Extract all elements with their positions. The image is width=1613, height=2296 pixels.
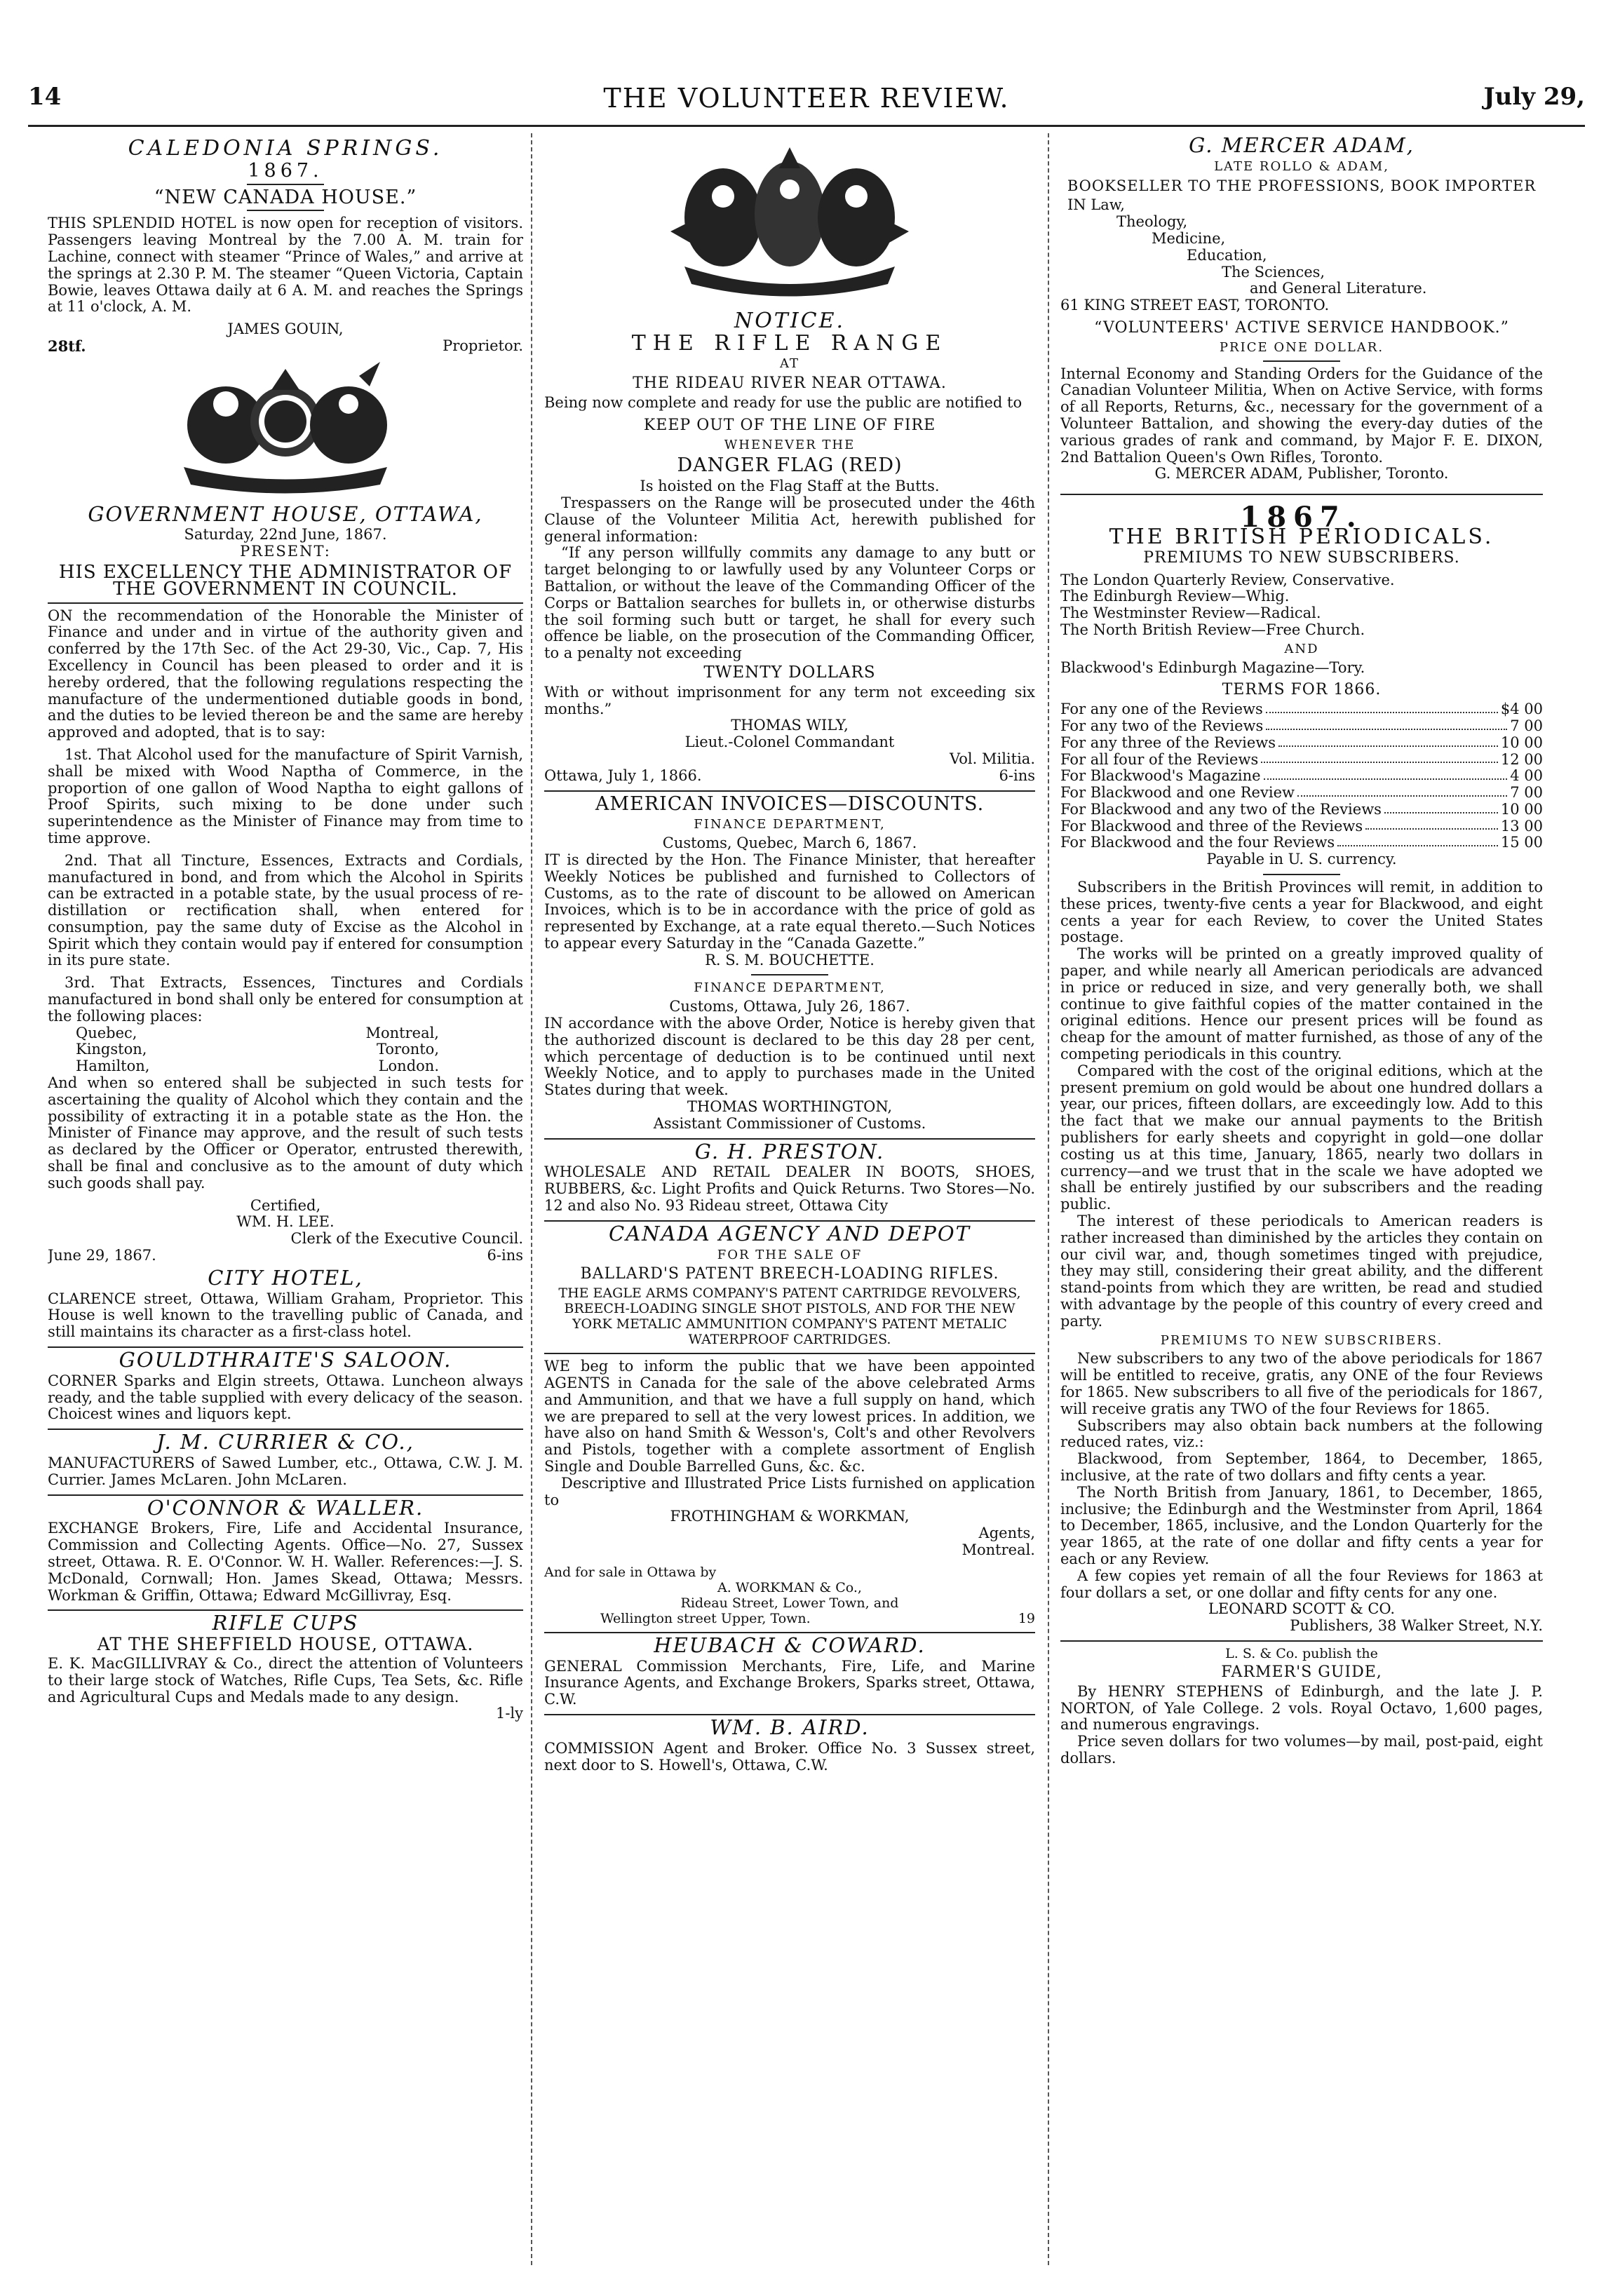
notice-heading: THE RIFLE RANGE (631, 330, 948, 356)
royal-arms-emblem (48, 362, 523, 499)
british-terms: TERMS FOR 1866. (1222, 681, 1382, 699)
british-signer: LEONARD SCOTT & CO. (1208, 1600, 1396, 1618)
invoices-dateline: Customs, Quebec, March 6, 1867. (662, 835, 917, 852)
invoices-signer2-role: Assistant Commissioner of Customs. (653, 1114, 926, 1132)
rule (544, 1353, 1035, 1354)
govhouse-p5: And when so entered shall be subjected in such tests for ascertaining the quality of Alcohol which they contain and the possibility of extracting it in a potable state as the Hon. the Minister of Finance may approve, and the result of such tests as declared by the Officer or Operator, entrusted therewith, shall be final and conclusive as to the amount of duty which such goods shall pay. (48, 1074, 523, 1191)
saloon-body: CORNER Sparks and Elgin streets, Ottawa. Luncheon always ready, and the table supplied with every delicacy of the season. Choicest wines and liquors kept. (48, 1372, 523, 1423)
invoices-dateline2: Customs, Ottawa, July 26, 1867. (669, 998, 910, 1015)
places-row (48, 1041, 523, 1058)
price-value: 13 00 (1500, 817, 1543, 835)
british-p5: New subscribers to any two of the above periodicals for 1867 will be entitled to receive, gratis, any ONE of the four Reviews for 1865. New subscribers to all five of the periodicals for 1867, will receive gratis any TWO of the four Reviews for 1865. (1060, 1350, 1543, 1417)
british-guide: FARMER'S GUIDE, (1221, 1663, 1382, 1681)
adam-handbook: “VOLUNTEERS' ACTIVE SERVICE HANDBOOK.” (1094, 318, 1509, 337)
invoices-signer: R. S. M. BOUCHETTE. (705, 951, 875, 968)
currier-title: J. M. CURRIER & CO., (156, 1430, 414, 1454)
british-signer-role: Publishers, 38 Walker Street, N.Y. (1290, 1617, 1543, 1635)
british-review: The North British Review—Free Church. (1060, 621, 1365, 638)
preston-title: G. H. PRESTON. (694, 1139, 885, 1163)
price-leader (1266, 701, 1498, 713)
rule (1263, 874, 1340, 875)
agency-ref: 19 (1018, 1610, 1035, 1626)
govhouse-ref: 6-ins (487, 1247, 523, 1264)
aird-title: WM. B. AIRD. (710, 1715, 870, 1739)
adam-subject: Theology, (1116, 213, 1188, 231)
rule (1263, 360, 1340, 362)
price-label: For any one of the Reviews (1060, 701, 1263, 718)
caledonia-hotel-name: “NEW CANADA HOUSE.” (154, 186, 417, 208)
notice-title: NOTICE. (734, 308, 846, 333)
caledonia-year: 1867. (248, 159, 323, 182)
british-p9: A few copies yet remain of all the four Reviews for 1863 at four dollars a set, or one dollar and fifty cents for any one. (1060, 1567, 1543, 1601)
agency-body: WE beg to inform the public that we have been appointed AGENTS in Canada for the sale of the above celebrated Arms and Ammunition, and that we have a full supply on hand, which we are prepared to sell at the very lowest prices. In addition, we have also on hand Smith & Wesson's, Colt's and other Revolvers and Pistols, together with a complete assortment of English Single and Double Barrelled Guns, &c. &c. (544, 1358, 1035, 1475)
caledonia-signature: JAMES GOUIN, (227, 320, 344, 338)
aird-body: COMMISSION Agent and Broker. Office No. 3 Sussex street, next door to S. Howell's, Ottawa, C.W. (544, 1739, 1035, 1774)
price-label: For Blackwood and any two of the Reviews (1060, 800, 1382, 818)
agency-signer-city: Montreal. (961, 1541, 1035, 1558)
price-row (1060, 718, 1543, 735)
price-row (1060, 768, 1543, 785)
govhouse-signer: WM. H. LEE. (236, 1213, 335, 1231)
notice-p4: “If any person willfully commits any damage to any butt or target belonging to or lawfully used by any Volunteer Corps or Battalion, or without the leave of the Commanding Officer of the Corps or Battalion searches for bullets in, or otherwise disturbs the soil forming such butt or target, he shall for every such offence be liable, on the prosecution of the Commanding Officer, to a penalty not exceeding (544, 544, 1035, 662)
notice-signer: THOMAS WILY, (731, 717, 849, 734)
rule (751, 974, 828, 975)
agency-seller1: A. WORKMAN & Co., (717, 1579, 862, 1595)
price-leader (1264, 768, 1508, 780)
british-p11: Price seven dollars for two volumes—by mail, post-paid, eight dollars. (1060, 1733, 1543, 1767)
invoices-dept2: FINANCE DEPARTMENT, (694, 980, 886, 996)
caledonia-role: Proprietor. (443, 337, 523, 354)
masthead (28, 83, 1585, 125)
british-publish: L. S. & Co. publish the (1225, 1645, 1378, 1661)
rule (48, 602, 523, 604)
heubach-title: HEUBACH & COWARD. (654, 1633, 926, 1657)
rule (247, 210, 324, 211)
notice-warn2: WHENEVER THE (724, 437, 856, 452)
place: Montreal, (365, 1024, 439, 1041)
british-title: THE BRITISH PERIODICALS. (1109, 524, 1494, 549)
currier-body: MANUFACTURERS of Sawed Lumber, etc., Ottawa, C.W. J. M. Currier. James McLaren. John McLaren. (48, 1454, 523, 1488)
agency-title: CANADA AGENCY AND DEPOT (609, 1221, 971, 1245)
agency-product2: THE EAGLE ARMS COMPANY'S PATENT CARTRIDGE REVOLVERS, BREECH-LOADING SINGLE SHOT PISTOLS, AND FOR THE NEW YORK METALIC AMMUNITION COMPANY'S PATENT METALIC WATERPROOF CARTRIDGES. (558, 1285, 1021, 1348)
price-value: 10 00 (1500, 734, 1543, 751)
caledonia-ref: 28tf. (48, 337, 86, 355)
adam-signer: G. MERCER ADAM, Publisher, Toronto. (1154, 465, 1449, 482)
price-leader (1337, 835, 1498, 846)
caledonia-body: THIS SPLENDID HOTEL is now open for reception of visitors. Passengers leaving Montreal by the 7.00 A. M. train for Lachine, connect with steamer “Prince of Wales,” and arrive at the springs at 2.30 P. M. The steamer “Queen Victoria, Captain Bowie, leaves Ottawa daily at 6 A. M. and reaches the Springs at 11 o'clock, A. M. (48, 215, 523, 316)
notice-ref: 6-ins (999, 767, 1035, 784)
notice-at: AT (779, 356, 800, 372)
notice-signer-role: Lieut.-Colonel Commandant (684, 734, 895, 751)
invoices-dept: FINANCE DEPARTMENT, (694, 817, 886, 832)
column-divider-1 (531, 133, 532, 2265)
place: Quebec, (76, 1024, 137, 1041)
notice-p1: Being now complete and ready for use the public are notified to (544, 393, 1023, 411)
adam-body: Internal Economy and Standing Orders for the Guidance of the Canadian Volunteer Militia, When on Active Service, with forms of all Reports, Returns, &c., necessary for the government of a Volunteer Battalion, and showing the every-day duties of the various grades of rank and command, by Major F. E. DIXON, 2nd Battalion Queen's Own Rifles, Toronto. (1060, 365, 1543, 466)
riflecups-body: E. K. MacGILLIVRAY & Co., direct the attention of Volunteers to their large stock of Watches, Rifle Cups, Tea Sets, &c. Rifle and Agricultural Cups and Medals made to any design. (48, 1654, 523, 1706)
british-and: AND (1284, 641, 1319, 656)
british-p4: The interest of these periodicals to American readers is rather increased than diminished by the articles they contain on our civil war, and, though sometimes tinged with prejudice, they may still, considering their great ability, and the different stand-points from which they are written, be read and studied with advantage by the people of this country of every creed and party. (1060, 1213, 1543, 1330)
british-p3: Compared with the cost of the original editions, which at the present premium on gold would be about one hundred dollars a year, our prices, fifteen dollars, are exceedingly low. Add to this the fact that we make our annual payments to the British publishers for early sheets and copyright in gold—one dollar costing us at this time, January, 1865, nearly two dollars in currency—and we trust that in the scale we have adopted we shall be entirely justified by our subscribers and the reading public. (1060, 1062, 1543, 1213)
oconnor-title: O'CONNOR & WALLER. (147, 1495, 424, 1520)
notice-p2: Is hoisted on the Flag Staff at the Butts. (640, 478, 940, 495)
newspaper-title: THE VOLUNTEER REVIEW. (603, 83, 1010, 114)
price-label: For Blackwood and one Review (1060, 784, 1295, 802)
british-premiums2: PREMIUMS TO NEW SUBSCRIBERS. (1160, 1332, 1443, 1348)
oconnor-body: EXCHANGE Brokers, Fire, Life and Accidental Insurance, Commission and Collecting Agents. Office—No. 27, Sussex street, Ottawa. R. E. O'Connor. W. H. Waller. References:—J. S. McDonald, Cornwall; Hon. James Skead, Ottawa; Messrs. Workman & Griffin, Ottawa; Edward McGillivray, Esq. (48, 1520, 523, 1604)
price-row (1060, 835, 1543, 851)
invoices-title: AMERICAN INVOICES—DISCOUNTS. (595, 792, 985, 815)
adam-sub2: BOOKSELLER TO THE PROFESSIONS, BOOK IMPORTER (1067, 177, 1537, 194)
price-value: 15 00 (1500, 834, 1543, 851)
place: Hamilton, (76, 1058, 150, 1075)
place: Kingston, (76, 1041, 147, 1058)
price-row (1060, 785, 1543, 802)
agency-seller3: Wellington street Upper, Town. (600, 1610, 811, 1626)
place: London. (378, 1058, 439, 1075)
column-2 (544, 133, 1035, 2272)
price-leader (1261, 752, 1498, 764)
price-value: 7 00 (1510, 717, 1543, 734)
govhouse-certified: Certified, (250, 1196, 321, 1214)
govhouse-date-footer: June 29, 1867. (48, 1247, 156, 1264)
heubach-body: GENERAL Commission Merchants, Fire, Life, and Marine Insurance Agents, and Exchange Brokers, Sparks street, Ottawa, C.W. (544, 1657, 1035, 1708)
invoices-body2: IN accordance with the above Order, Notice is hereby given that the authorized discount is declared to be this day 28 per cent, which percentage of deduction is to be continued until next Weekly Notice, and to apply to purchases made in the United States during that week. (544, 1015, 1035, 1099)
price-row (1060, 802, 1543, 818)
caledonia-title: CALEDONIA SPRINGS. (128, 136, 443, 161)
agency-body2: Descriptive and Illustrated Price Lists furnished on application to (544, 1474, 1035, 1508)
govhouse-date: Saturday, 22nd June, 1867. (184, 526, 387, 543)
price-row (1060, 818, 1543, 835)
adam-subject: Education, (1187, 246, 1267, 264)
notice-penalty: TWENTY DOLLARS (703, 663, 876, 682)
adam-title: G. MERCER ADAM, (1189, 133, 1415, 157)
agency-signer: FROTHINGHAM & WORKMAN, (670, 1508, 910, 1525)
places-row (48, 1058, 523, 1075)
cityhotel-title: CITY HOTEL, (208, 1265, 363, 1290)
places-row (48, 1025, 523, 1042)
british-review: The London Quarterly Review, Conservative. (1060, 571, 1395, 588)
british-p8: The North British from January, 1861, to December, 1865, inclusive; the Edinburgh and the Westminster from April, 1864 to December, 1865, inclusive, and the London Quarterly for the year 1865, at the rate of one dollar and fifty cents a year for each or any Review. (1060, 1483, 1543, 1567)
adam-sub: LATE ROLLO & ADAM, (1214, 158, 1389, 174)
notice-warn1: KEEP OUT OF THE LINE OF FIRE (643, 416, 936, 434)
notice-location: THE RIDEAU RIVER NEAR OTTAWA. (633, 374, 947, 393)
place: Toronto, (377, 1041, 439, 1058)
column-1 (48, 133, 523, 2272)
preston-body: WHOLESALE AND RETAIL DEALER IN BOOTS, SHOES, RUBBERS, &c. Light Profits and Quick Returns. Two Stores—No. 12 and also No. 93 Rideau street, Ottawa City (544, 1163, 1035, 1215)
notice-p5: With or without imprisonment for any term not exceeding six months.” (544, 683, 1035, 717)
invoices-body: IT is directed by the Hon. The Finance Minister, that hereafter Weekly Notices be published and furnished to Collectors of Customs, as to the rate of discount to be allowed on American Invoices, which is to be in accordance with the price of gold as represented by Exchange, at a rate equal thereto.—Such Notices to appear every Saturday in the “Canada Gazette.” (544, 851, 1035, 952)
price-leader (1278, 735, 1498, 747)
price-leader (1297, 785, 1507, 797)
rule (247, 184, 324, 185)
price-value: 10 00 (1500, 800, 1543, 818)
govhouse-p4: 3rd. That Extracts, Essences, Tinctures and Cordials manufactured in bond shall only be entered for consumption at the following places: (48, 974, 523, 1025)
saloon-title: GOULDTHRAITE'S SALOON. (119, 1348, 452, 1372)
adam-subject: and General Literature. (1250, 280, 1427, 297)
adam-price: PRICE ONE DOLLAR. (1219, 339, 1384, 355)
price-label: For all four of the Reviews (1060, 750, 1259, 768)
govhouse-title: GOVERNMENT HOUSE, OTTAWA, (88, 501, 483, 526)
british-p10: By HENRY STEPHENS of Edinburgh, and the late J. P. NORTON, of Yale College. 2 vols. Royal Octavo, 1,600 pages, and numerous engravings. (1060, 1682, 1543, 1734)
govhouse-p1: ON the recommendation of the Honorable the Minister of Finance and under and in virtue of the authority given and conferred by the 17th Sec. of the Act 29-30, Vic., Cap. 7, His Excellency in Council has been pleased to order and it is hereby ordered, that the following regulations respecting the manufacture of the undermentioned dutiable goods in bond, and the duties to be levied thereon be and the same are hereby approved and adopted, that is to say: (48, 607, 523, 741)
govhouse-signer-role: Clerk of the Executive Council. (290, 1230, 523, 1248)
british-review: The Westminster Review—Radical. (1060, 605, 1321, 622)
adam-address: 61 KING STREET EAST, TORONTO. (1060, 297, 1330, 314)
riflecups-sub: AT THE SHEFFIELD HOUSE, OTTAWA. (97, 1634, 474, 1655)
british-blackwood: Blackwood's Edinburgh Magazine—Tory. (1060, 659, 1365, 676)
price-leader (1365, 818, 1498, 830)
british-year: 1867. (1240, 501, 1363, 534)
price-value: 12 00 (1500, 750, 1543, 768)
page-number: 14 (28, 83, 62, 111)
notice-signer-role2: Vol. Militia. (950, 750, 1035, 767)
agency-product: BALLARD'S PATENT BREECH-LOADING RIFLES. (580, 1265, 999, 1283)
price-value: $4 00 (1500, 701, 1543, 718)
column-divider-2 (1048, 133, 1049, 2265)
price-row (1060, 701, 1543, 718)
agency-seller2: Rideau Street, Lower Town, and (680, 1595, 899, 1611)
price-list (1060, 701, 1543, 851)
notice-p3: Trespassers on the Range will be prosecuted under the 46th Clause of the Volunteer Militia Act, herewith published for general information: (544, 494, 1035, 545)
price-leader (1384, 802, 1498, 813)
agency-sale: FOR THE SALE OF (717, 1247, 863, 1262)
rule (544, 790, 1035, 792)
british-p2: The works will be printed on a greatly improved quality of paper, and while nearly all American periodicals are advanced in price or reduced in size, and very generally both, we shall continue to give faithful copies of the matter contained in the original editions. Hence our present prices will be found as cheap for the amount of matter furnished, as those of any of the competing periodicals in this country. (1060, 945, 1543, 1063)
british-payable: Payable in U. S. currency. (1206, 851, 1397, 868)
price-label: For Blackwood's Magazine (1060, 767, 1261, 785)
price-row (1060, 735, 1543, 752)
govhouse-heading: HIS EXCELLENCY THE ADMINISTRATOR OF THE GOVERNMENT IN COUNCIL. (58, 561, 513, 600)
rule (1060, 1640, 1543, 1642)
riflecups-ref: 1-ly (495, 1705, 523, 1722)
adam-subject: IN Law, (1067, 196, 1125, 214)
rule (1060, 494, 1543, 495)
price-leader (1266, 718, 1507, 730)
british-p1: Subscribers in the British Provinces will remit, in addition to these prices, twenty-five cents a year for Blackwood, and eight cents a year for each Review, to cover the United States postage. (1060, 879, 1543, 946)
agency-signer-role: Agents, (978, 1525, 1035, 1542)
price-label: For Blackwood and three of the Reviews (1060, 817, 1363, 835)
notice-warn3: DANGER FLAG (RED) (677, 454, 903, 477)
price-row (1060, 752, 1543, 769)
adam-subject: Medicine, (1152, 229, 1226, 247)
adam-subject: The Sciences, (1222, 263, 1325, 281)
price-label: For any three of the Reviews (1060, 734, 1276, 751)
price-value: 4 00 (1510, 767, 1543, 785)
govhouse-present: PRESENT: (240, 543, 331, 560)
cityhotel-body: CLARENCE street, Ottawa, William Graham, Proprietor. This House is well known to the travelling public of Canada, and still maintains its character as a first-class hotel. (48, 1290, 523, 1341)
govhouse-p3: 2nd. That all Tincture, Essences, Extracts and Cordials, manufactured in bond, and from which the Alcohol in Spirits can be extracted in a potable state, by the usual process of re-distillation or rectification shall, when entered for consumption, pay the same duty of Excise as the Alcohol in Spirit which they contain would pay if entered for consumption in its pure state. (48, 851, 523, 969)
british-premiums: PREMIUMS TO NEW SUBSCRIBERS. (1143, 548, 1460, 567)
notice-date: Ottawa, July 1, 1866. (544, 767, 702, 784)
govhouse-p2: 1st. That Alcohol used for the manufacture of Spirit Varnish, shall be mixed with Wood Naptha of Commerce, in the proportion of one gallon of Wood Naptha to eight gallons of Proof Spirits, such mixing to be done under such superintendence as the Minister of Finance may from time to time approve. (48, 745, 523, 846)
riflecups-title: RIFLE CUPS (212, 1611, 359, 1635)
british-p6: Subscribers may also obtain back numbers at the following reduced rates, viz.: (1060, 1417, 1543, 1451)
eagle-emblem (544, 140, 1035, 306)
masthead-rule (28, 125, 1585, 127)
column-3 (1060, 133, 1543, 2272)
price-label: For Blackwood and the four Reviews (1060, 834, 1335, 851)
price-value: 7 00 (1510, 784, 1543, 802)
british-review: The Edinburgh Review—Whig. (1060, 588, 1290, 605)
agency-body3: And for sale in Ottawa by (544, 1564, 717, 1580)
invoices-signer2: THOMAS WORTHINGTON, (687, 1098, 893, 1116)
british-p7: Blackwood, from September, 1864, to December, 1865, inclusive, at the rate of two dollars and fifty cents a year. (1060, 1450, 1543, 1484)
issue-date: July 29, (1483, 83, 1585, 111)
price-label: For any two of the Reviews (1060, 717, 1264, 734)
